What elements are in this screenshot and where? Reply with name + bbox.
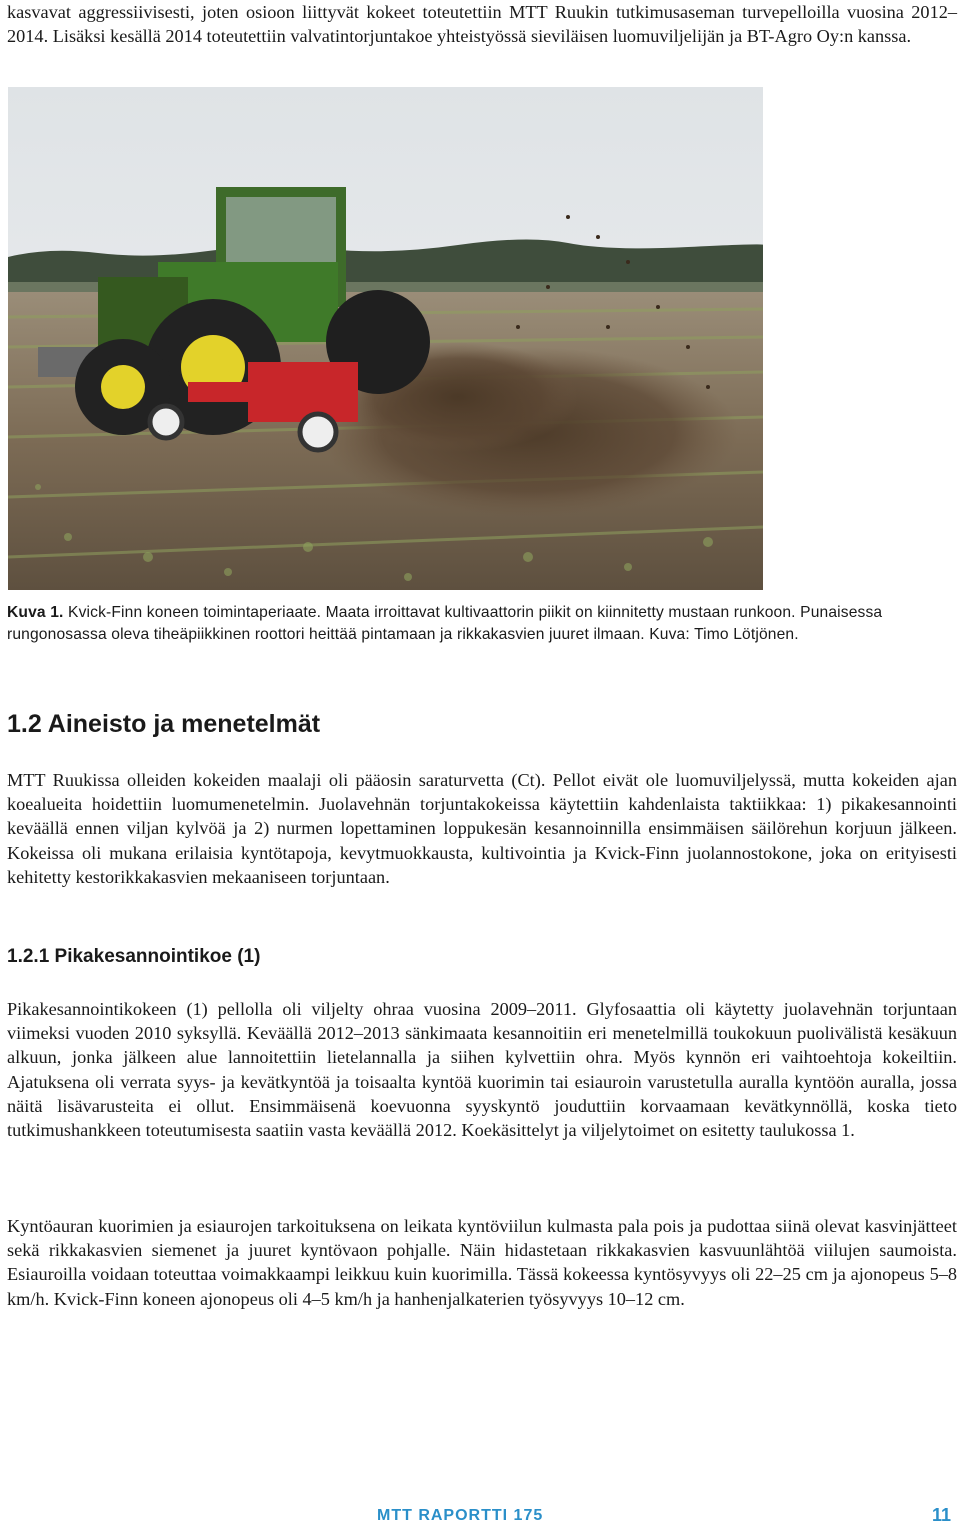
- intro-paragraph: kasvavat aggressiivisesti, joten osioon liittyvät kokeet toteutettiin MTT Ruukin tutkimusaseman turvepelloilla vuosina 2012–2014. Lisäksi kesällä 2014 toteutettiin valvatintorjuntakoe yhteistyössä sieviläisen luomuviljelijän ja BT-Agro Oy:n kanssa.: [7, 2, 957, 47]
- report-title: MTT RAPORTTI 175: [377, 1507, 544, 1524]
- subsection-heading: 1.2.1 Pikakesannointikoe (1): [7, 946, 261, 967]
- subsection-paragraph-2: Kyntöauran kuorimien ja esiaurojen tarkoituksena on leikata kyntöviilun kulmasta pala pois ja pudottaa siinä olevat kasvinjätteet sekä rikkakasvien siemenet ja juuret kyntövaon pohjalle. Näin hidastetaan rikkakasvien kasvuunlähtöä viilujen saumoista. Esiauroilla voidaan toteuttaa voimakkaampi leikkuu kuin kuorimilla. Tässä kokeessa kyntösyvyys oli 22–25 cm ja ajonopeus 5–8 km/h. Kvick-Finn koneen ajonopeus oli 4–5 km/h ja hanhenjalkaterien työsyvyys 10–12 cm.: [7, 1216, 957, 1309]
- page-number: 11: [932, 1505, 952, 1525]
- tractor-photo: [8, 87, 763, 590]
- figure-label: Kuva 1.: [7, 604, 64, 621]
- section-heading: 1.2 Aineisto ja menetelmät: [7, 710, 321, 738]
- figure-caption-text: Kvick-Finn koneen toimintaperiaate. Maata irroittavat kultivaattorin piikit on kiinnitetty mustaan runkoon. Punaisessa rungonosassa oleva tiheäpiikkinen roottori heittää pintamaan ja rikkakasvien juuret ilmaan. Kuva: Timo Lötjönen.: [7, 604, 883, 643]
- section-paragraph: MTT Ruukissa olleiden kokeiden maalaji oli pääosin saraturvetta (Ct). Pellot eivät ole luomuviljelyssä, mutta kokeiden ajan koealueita hoidettiin luomumenetelmin. Juolavehnän torjuntakokeissa käytettiin kahdenlaista taktiikkaa: 1) pikakesannointi keväällä ennen viljan kylvöä ja 2) nurmen lopettaminen loppukesän kesannoinnilla ensimmäisen säilörehun korjuun jälkeen. Kokeissa oli mukana erilaisia kyntötapoja, kevytmuokkausta, kultivointia ja Kvick-Finn juolannostokone, joka on erityisesti kehitetty kestorikkakasvien mekaaniseen torjuntaan.: [7, 770, 957, 887]
- subsection-paragraph-1: Pikakesannointikokeen (1) pellolla oli viljelty ohraa vuosina 2009–2011. Glyfosaattia oli käytetty juolavehnän torjuntaan viimeksi vuoden 2010 syksyllä. Keväällä 2012–2013 sänkimaata kesannoitiin eri menetelmillä toukokuun puolivälistä kesäkuun alkuun, jonka jälkeen alue lannoitettiin lietelannalla ja siihen kylvettiin ohra. Myös kynnön eri vaihtoehtoja kokeiltiin. Ajatuksena oli verrata syys- ja kevätkyntöä ja toisaalta kyntöä kuorimin tai esiauroin varustetulla auralla kyntöön auralla, jossa näitä lisävarusteita ei ollut. Ensimmäisenä koevuonna syyskyntö jouduttiin korvaamaan kevätkynnöllä, koska tieto tutkimushankkeen toteutumisesta saatiin vasta keväällä 2012. Koekäsittelyt ja viljelytoimet on esitetty taulukossa 1.: [7, 999, 957, 1141]
- figure-caption: [7, 602, 957, 646]
